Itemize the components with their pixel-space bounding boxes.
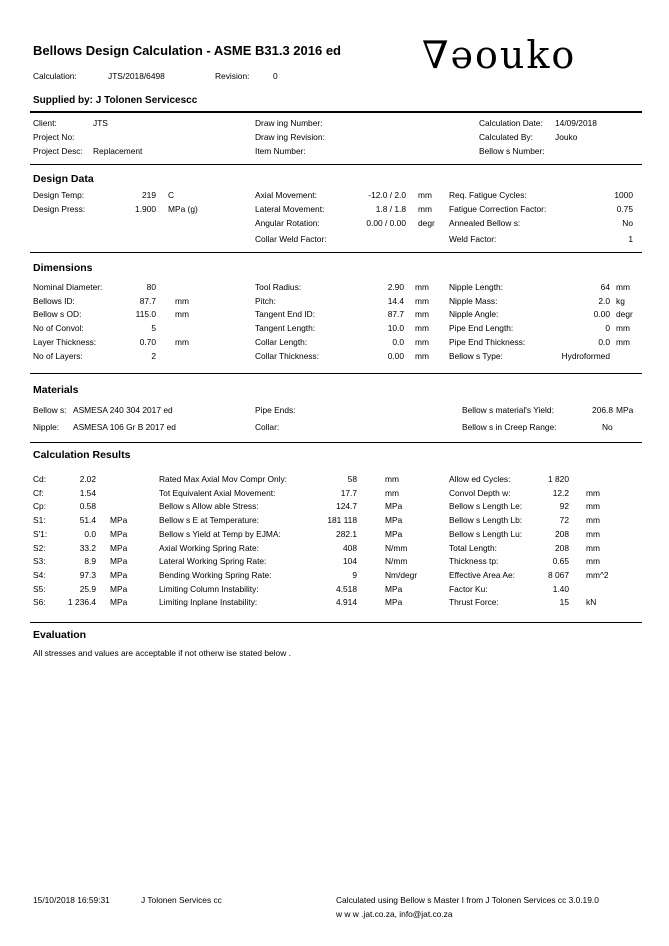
footer-contact: w w w .jat.co.za, info@jat.co.za [336,909,453,919]
result-label: Limiting Inplane Instability: [159,597,258,608]
result-unit: mm [385,487,399,498]
material-yield-unit: MPa [616,405,634,415]
dimension-unit: kg [616,295,625,306]
result-unit: MPa [110,569,128,580]
angular-rotation-label: Angular Rotation: [255,218,320,228]
dimension-value: 2 [151,350,156,361]
design-press-unit: MPa (g) [168,204,198,214]
result-label: Effective Area Ae: [449,569,515,580]
result-label: Convol Depth w: [449,487,511,498]
result-label: S6: [33,597,46,608]
dimension-unit: mm [616,323,630,334]
revision-label: Revision: [215,71,250,81]
calc-date-value: 14/09/2018 [555,118,597,128]
design-press-label: Design Press: [33,204,86,214]
result-label: Allow ed Cycles: [449,474,511,484]
dimension-label: Collar Length: [255,336,308,347]
result-value: 15 [559,597,569,608]
evaluation-text: All stresses and values are acceptable if not otherw ise stated below . [33,648,291,658]
footer-datetime: 15/10/2018 16:59:31 [33,895,110,905]
result-unit: mm [586,528,600,539]
calc-by-value: Jouko [555,132,578,142]
section-heading-evaluation: Evaluation [33,629,87,641]
result-value: 92 [559,501,569,512]
dimension-value: 115.0 [135,309,156,320]
section-heading-dimensions: Dimensions [33,262,93,274]
result-unit: kN [586,597,597,608]
supplied-by: Supplied by: J Tolonen Servicescc [33,95,198,106]
result-unit: MPa [385,501,403,512]
result-unit: mm [586,556,600,567]
dimension-unit: mm [415,350,429,361]
dimension-label: Tangent End ID: [255,309,316,320]
dimension-label: No of Layers: [33,350,83,361]
result-label: Bellow s Allow able Stress: [159,501,259,512]
axial-movement-unit: mm [418,190,432,200]
dimension-unit: mm [175,295,189,306]
fatigue-cycles-label: Req. Fatigue Cycles: [449,190,527,200]
dimension-unit: degr [616,309,633,320]
result-label: Tot Equivalent Axial Movement: [159,487,276,498]
dimension-label: Nipple Mass: [449,295,498,306]
fatigue-correction-value: 0.75 [616,204,633,214]
result-label: S5: [33,583,46,594]
result-value: 8 067 [548,569,569,580]
calc-by-label: Calculated By: [479,132,533,142]
dimension-unit: mm [415,282,429,292]
dimension-label: No of Convol: [33,323,84,334]
result-value: 25.9 [79,583,96,594]
result-value: 282.1 [336,528,357,539]
creep-range-value: No [602,422,613,432]
result-label: S2: [33,542,46,553]
dimension-value: 0.0 [392,336,404,347]
dimension-value: 5 [151,323,156,334]
dimension-value: 0.70 [139,336,156,347]
nipple-material-value: ASMESA 106 Gr B 2017 ed [73,422,176,432]
result-value: 0.0 [84,528,96,539]
dimension-label: Pipe End Thickness: [449,336,526,347]
dimension-value: 0.0 [598,336,610,347]
dimension-value: 0.00 [593,309,610,320]
result-label: Limiting Column Instability: [159,583,259,594]
result-value: 1 820 [548,474,569,484]
result-value: 104 [343,556,357,567]
result-value: 17.7 [340,487,357,498]
result-label: Bellow s Length Le: [449,501,523,512]
project-desc-value: Replacement [93,146,143,156]
dimension-value: 2.90 [387,282,404,292]
dimension-value: 2.0 [598,295,610,306]
dimension-value: 10.0 [387,323,404,334]
result-value: 58 [347,474,357,484]
result-label: S3: [33,556,46,567]
section-heading-results: Calculation Results [33,449,131,461]
lateral-movement-unit: mm [418,204,432,214]
dimension-label: Pipe End Length: [449,323,514,334]
result-unit: MPa [110,515,128,526]
angular-rotation-value: 0.00 / 0.00 [366,218,406,228]
result-unit: MPa [385,583,403,594]
result-value: 181 118 [327,515,357,526]
result-value: 408 [343,542,357,553]
result-value: 51.4 [79,515,96,526]
client-label: Client: [33,118,57,128]
result-unit: MPa [385,597,403,608]
result-value: 72 [559,515,569,526]
dimension-value: 80 [146,282,156,292]
design-press-value: 1.900 [135,204,156,214]
annealed-bellows-label: Annealed Bellow s: [449,218,521,228]
result-value: 0.58 [79,501,96,512]
section-heading-materials: Materials [33,384,79,396]
result-label: Total Length: [449,542,497,553]
pipe-ends-label: Pipe Ends: [255,405,296,415]
result-unit: MPa [110,542,128,553]
result-value: 33.2 [79,542,96,553]
result-label: Cp: [33,501,47,512]
result-label: Rated Max Axial Mov Compr Only: [159,474,287,484]
dimension-value: 64 [600,282,610,292]
fatigue-cycles-value: 1000 [614,190,633,200]
dimension-value: 0.00 [387,350,404,361]
dimension-unit: mm [415,295,429,306]
result-label: Bellow s Length Lb: [449,515,523,526]
result-unit: mm [586,542,600,553]
bellows-number-label: Bellow s Number: [479,146,545,156]
result-unit: MPa [385,515,403,526]
result-unit: N/mm [385,556,408,567]
dimension-value: 87.7 [387,309,404,320]
result-label: Bending Working Spring Rate: [159,569,272,580]
result-unit: Nm/degr [385,569,418,580]
dimension-unit: mm [175,336,189,347]
result-unit: mm [586,487,600,498]
dimension-label: Nominal Diameter: [33,282,103,292]
result-value: 97.3 [79,569,96,580]
item-number-label: Item Number: [255,146,306,156]
divider [30,442,642,443]
result-label: S4: [33,569,46,580]
result-label: S'1: [33,528,48,539]
nipple-material-label: Nipple: [33,422,60,432]
divider [30,373,642,374]
divider [30,622,642,623]
result-value: 208 [555,542,569,553]
weld-factor-value: 1 [628,234,633,244]
calculation-label: Calculation: [33,71,77,81]
lateral-movement-value: 1.8 / 1.8 [375,204,406,214]
page-title: Bellows Design Calculation - ASME B31.3 2016 ed [33,43,342,58]
design-temp-unit: C [168,190,175,200]
result-label: Axial Working Spring Rate: [159,542,259,553]
result-value: 1 236.4 [68,597,96,608]
divider [30,252,642,253]
dimension-unit: mm [415,323,429,334]
calculation-value: JTS/2018/6498 [108,71,165,81]
dimension-label: Bellow s OD: [33,309,82,320]
lateral-movement-label: Lateral Movement: [255,204,325,214]
result-label: Bellow s Length Lu: [449,528,523,539]
dimension-label: Bellows ID: [33,295,75,306]
material-yield-value: 206.8 [592,405,613,415]
section-heading-design-data: Design Data [33,173,94,185]
dimension-unit: mm [616,336,630,347]
company-logo: ∇əouko [422,33,577,77]
result-value: 8.9 [84,556,96,567]
result-label: Factor Ku: [449,583,488,594]
bellows-material-label: Bellow s: [33,405,67,415]
creep-range-label: Bellow s in Creep Range: [462,422,557,432]
result-unit: MPa [110,583,128,594]
result-value: 4.518 [336,583,357,594]
dimension-value: 0 [605,323,610,334]
design-temp-value: 219 [142,190,156,200]
dimension-unit: mm [415,309,429,320]
weld-factor-label: Weld Factor: [449,234,497,244]
result-unit: MPa [385,528,403,539]
result-label: Bellow s E at Temperature: [159,515,259,526]
result-value: 9 [352,569,357,580]
result-value: 4.914 [336,597,357,608]
bellows-material-value: ASMESA 240 304 2017 ed [73,405,173,415]
result-unit: mm [385,474,399,484]
result-unit: mm [586,501,600,512]
fatigue-correction-label: Fatigue Correction Factor: [449,204,547,214]
axial-movement-label: Axial Movement: [255,190,317,200]
dimension-unit: mm [415,336,429,347]
dimension-label: Pitch: [255,295,276,306]
dimension-unit: mm [616,282,630,292]
result-value: 208 [555,528,569,539]
result-label: Cd: [33,474,47,484]
result-unit: MPa [110,556,128,567]
result-value: 1.54 [79,487,96,498]
dimension-label: Nipple Length: [449,282,504,292]
drawing-revision-label: Draw ing Revision: [255,132,325,142]
divider [30,111,642,113]
dimension-label: Collar Thickness: [255,350,320,361]
result-label: Lateral Working Spring Rate: [159,556,267,567]
dimension-value: 14.4 [387,295,404,306]
design-temp-label: Design Temp: [33,190,85,200]
dimension-unit: mm [175,309,189,320]
calc-date-label: Calculation Date: [479,118,543,128]
result-label: S1: [33,515,46,526]
result-unit: MPa [110,597,128,608]
dimension-label: Layer Thickness: [33,336,97,347]
footer-calculated-using: Calculated using Bellow s Master I from J Tolonen Services cc 3.0.19.0 [336,895,599,905]
result-label: Thrust Force: [449,597,499,608]
angular-rotation-unit: degr [418,218,435,228]
client-value: JTS [93,118,108,128]
result-unit: mm [586,515,600,526]
dimension-label: Nipple Angle: [449,309,499,320]
dimension-label: Bellow s Type: [449,350,503,361]
divider [30,164,642,165]
footer-company: J Tolonen Services cc [141,895,222,905]
result-value: 2.02 [79,474,96,484]
result-unit: MPa [110,528,128,539]
result-unit: mm^2 [586,569,609,580]
dimension-value: 87.7 [139,295,156,306]
result-label: Thickness tp: [449,556,499,567]
result-value: 124.7 [336,501,357,512]
project-no-label: Project No: [33,132,75,142]
dimension-value: Hydroformed [561,350,610,361]
axial-movement-value: -12.0 / 2.0 [368,190,406,200]
result-label: Cf: [33,487,44,498]
dimension-label: Tool Radius: [255,282,302,292]
result-label: Bellow s Yield at Temp by EJMA: [159,528,281,539]
collar-material-label: Collar: [255,422,280,432]
collar-weld-factor-label: Collar Weld Factor: [255,234,327,244]
result-value: 1.40 [552,583,569,594]
result-unit: N/mm [385,542,408,553]
drawing-number-label: Draw ing Number: [255,118,323,128]
revision-value: 0 [273,71,278,81]
result-value: 0.65 [552,556,569,567]
dimension-label: Tangent Length: [255,323,316,334]
annealed-bellows-value: No [622,218,633,228]
project-desc-label: Project Desc: [33,146,83,156]
result-value: 12.2 [552,487,569,498]
material-yield-label: Bellow s material's Yield: [462,405,554,415]
